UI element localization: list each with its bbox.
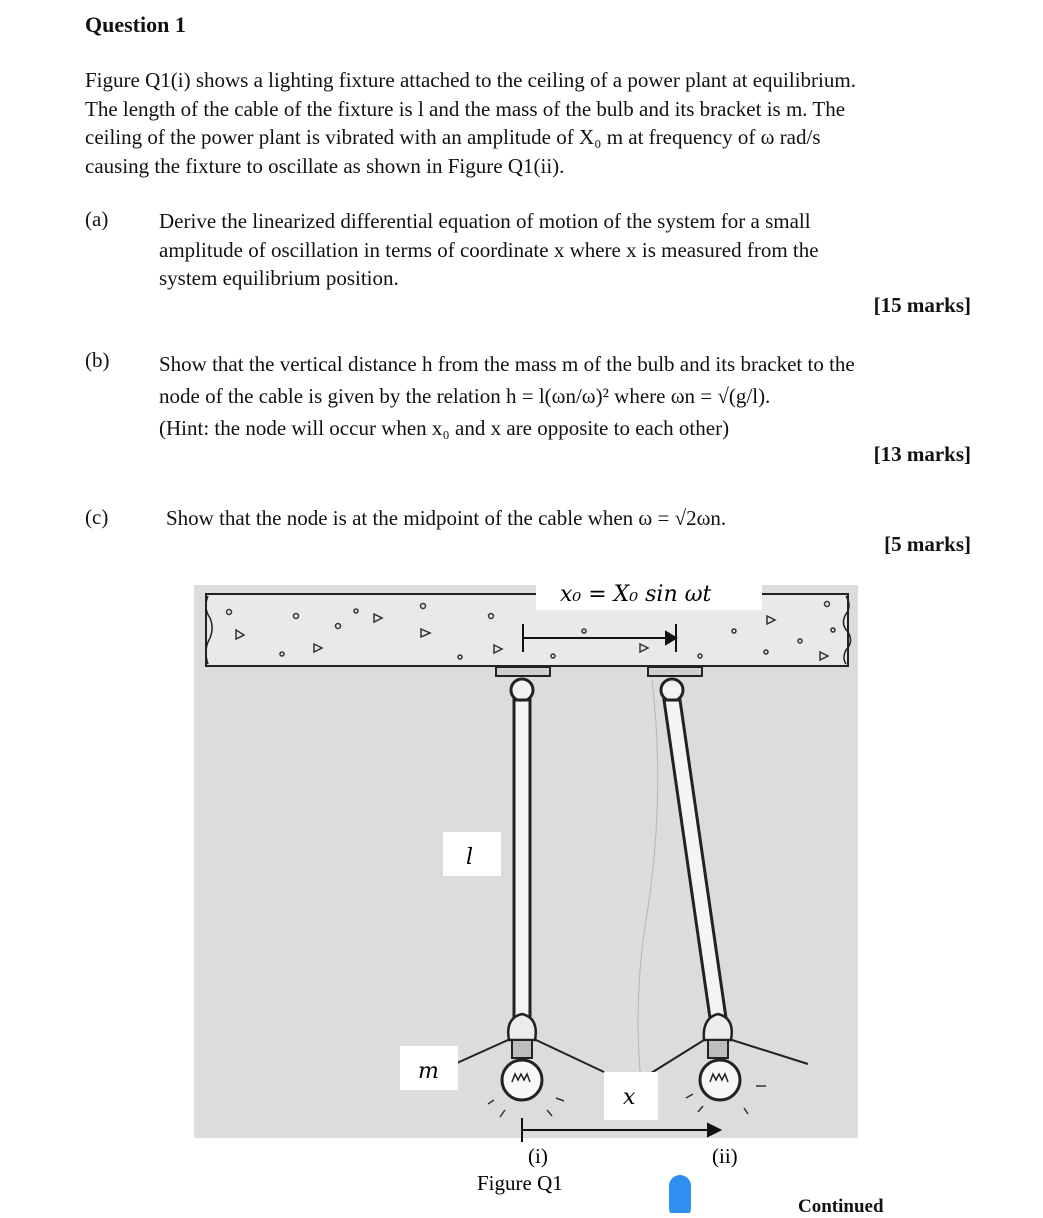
cable-i [514, 700, 530, 1018]
socket-i [508, 1014, 536, 1040]
excitation-label: x₀ = X₀ sin ωt [560, 582, 712, 607]
part-b-marks: [13 marks] [873, 442, 971, 466]
figure-caption: Figure Q1 [477, 1171, 563, 1195]
length-label: l [466, 845, 474, 870]
hook-ring-ii [661, 679, 683, 701]
bulb-i [502, 1060, 542, 1100]
part-a-line: amplitude of oscillation in terms of coordinate x where x is measured from the [159, 237, 819, 262]
part-c-text: Show that the node is at the midpoint of the cable when ω = √2ωn. [166, 506, 727, 530]
bracket-i [496, 667, 550, 676]
part-c-marks: [5 marks] [884, 532, 971, 556]
sub-label-ii: (ii) [712, 1144, 738, 1168]
continued-label: Continued [798, 1196, 884, 1217]
sub-label-i: (i) [528, 1144, 548, 1168]
intro-line: ceiling of the power plant is vibrated with an amplitude of X₀ m at frequency of ω rad/s [85, 125, 821, 149]
part-b-line: node of the cable is given by the relation h = l(ωn/ω)² where ωn = √(g/l). [159, 384, 771, 408]
part-a-label: (a) [85, 207, 109, 231]
question-title: Question 1 [85, 12, 186, 37]
intro-line: Figure Q1(i) shows a lighting fixture attached to the ceiling of a power plant at equilibrium. [85, 68, 856, 92]
scroll-handle[interactable] [669, 1175, 691, 1213]
bulb-ii [700, 1060, 740, 1100]
displacement-label: x [623, 1085, 636, 1110]
part-b-line: (Hint: the node will occur when x₀ and x are opposite to each other) [159, 416, 730, 440]
hook-ring-i [511, 679, 533, 701]
part-a-line: Derive the linearized differential equation of motion of the system for a small [159, 209, 811, 233]
intro-line: The length of the cable of the fixture is l and the mass of the bulb and its bracket is m. The [85, 96, 846, 121]
part-b-label: (b) [85, 348, 110, 372]
part-c-label: (c) [85, 505, 109, 529]
intro-line: causing the fixture to oscillate as shown in Figure Q1(ii). [85, 153, 565, 178]
part-b-line: Show that the vertical distance h from the mass m of the bulb and its bracket to the [159, 352, 855, 376]
bracket-ii [648, 667, 702, 676]
part-a-marks: [15 marks] [873, 293, 971, 317]
mass-label: m [418, 1059, 439, 1084]
part-a-line: system equilibrium position. [159, 266, 399, 290]
